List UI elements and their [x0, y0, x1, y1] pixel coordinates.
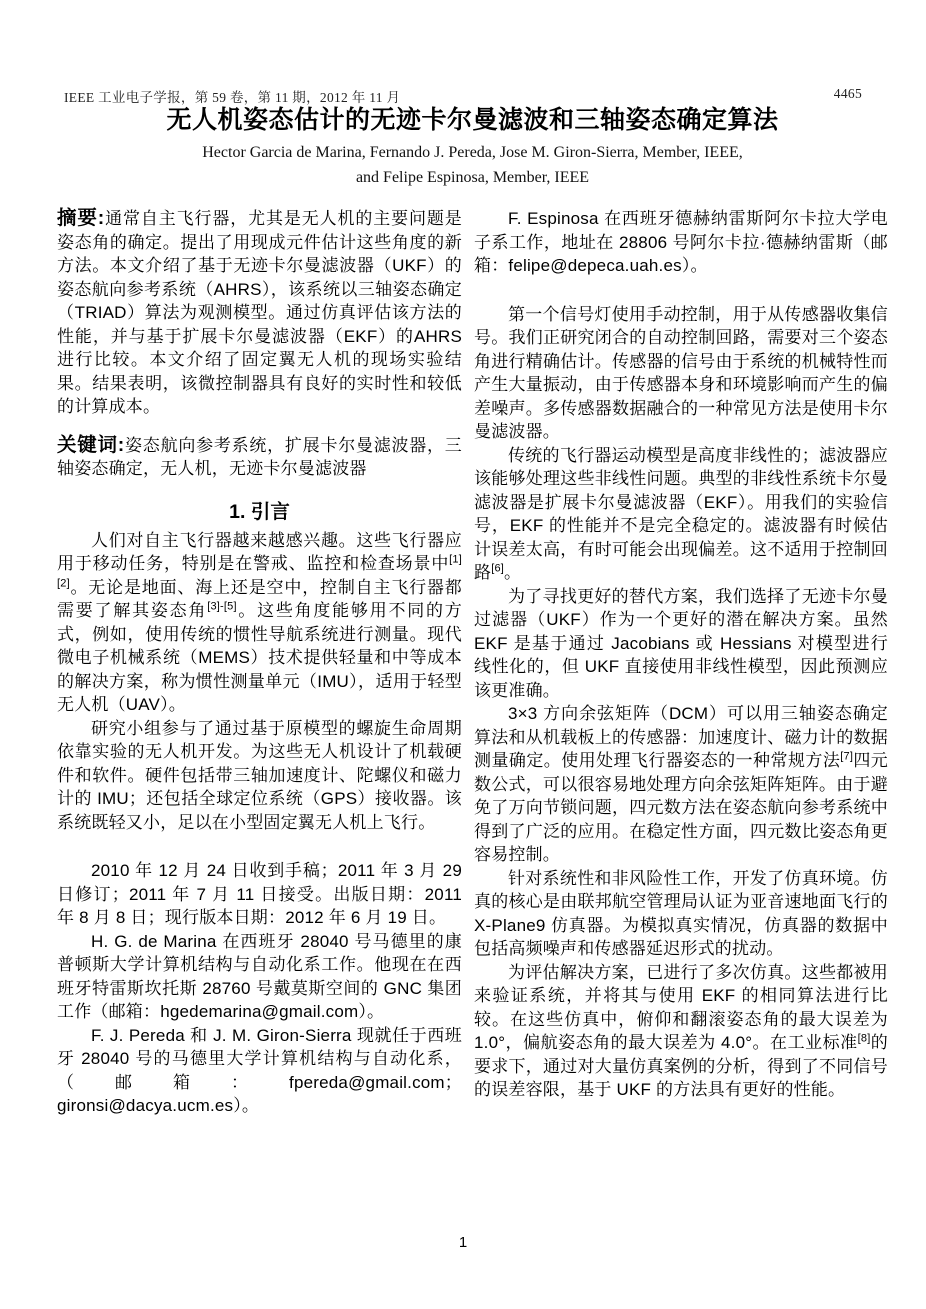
- body-paragraph-dcm: [474, 702, 888, 867]
- text-run: 的要求下，通过对大量仿真案例的分析，得到了不同信号的误差容限，基于 UKF 的方法具有更好的性能。: [474, 1033, 889, 1099]
- citation-ref: [7]: [840, 750, 854, 763]
- running-head: [64, 86, 862, 106]
- citation-ref: [3]-[5]: [207, 600, 237, 613]
- text-run: 第一个信号灯使用手动控制，用于从传感器收集信号。我们正研究闭合的自动控制回路，需要对三个姿态角进行精确估计。传感器的信号由于系统的机械特性而产生大量振动，由于传感器本身和环境影响而产生的偏差噪声。多传感器数据融合的一种常见方法是使用卡尔曼滤波器。: [474, 304, 888, 441]
- citation-ref: [8]: [857, 1032, 871, 1045]
- keywords-paragraph: [57, 434, 462, 481]
- text-run: 为评估解决方案，已进行了多次仿真。这些都被用来验证系统，并将其与使用 EKF 的相同算法进行比较。在这些仿真中，俯仰和翻滚姿态角的最大误差为 1.0°，偏航姿态角的最大误差为 4.0°。在工业标准: [474, 962, 888, 1052]
- text-run: 研究小组参与了通过基于原模型的螺旋生命周期依靠实验的无人机开发。为这些无人机设计了机载硬件和软件。硬件包括带三轴加速度计、陀螺仪和磁力计的 IMU；还包括全球定位系统（GPS）接收器。该系统既轻又小，足以在小型固定翼无人机上飞行。: [57, 718, 462, 832]
- body-paragraph-ekf: [474, 444, 888, 585]
- text-run: 3×3 方向余弦矩阵（DCM）可以用三轴姿态确定算法和从机载板上的传感器：加速度计、磁力计的数据测量确定。使用处理飞行器姿态的一种常规方法: [474, 704, 888, 770]
- section-1-heading: 1. 引言: [229, 500, 290, 523]
- text-run: 传统的飞行器运动模型是高度非线性的；滤波器应该能够处理这些非线性问题。典型的非线性系统卡尔曼滤波器是扩展卡尔曼滤波器（EKF）。用我们的实验信号，EKF 的性能并不是完全稳定的。滤波器有时候估计误差太高，有时可能会出现偏差。这不适用于控制回路: [474, 445, 888, 582]
- text-run: 四元数公式，可以很容易地处理方向余弦矩阵矩阵。由于避免了万向节锁问题，四元数方法在姿态航向参考系统中得到了广泛的应用。在稳定性方面，四元数比姿态角更容易控制。: [474, 751, 888, 864]
- run-in-label: 摘要:: [57, 207, 105, 229]
- text-run: 人们对自主飞行器越来越感兴趣。这些飞行器应用于移动任务，特别是在警戒、监控和检查场景中: [57, 530, 462, 573]
- right-column: [474, 207, 888, 1118]
- citation-ref: [1][2]: [57, 553, 462, 589]
- intro-paragraph-2: [57, 717, 462, 835]
- manuscript-history-paragraph: [57, 859, 462, 930]
- text-run: 2010 年 12 月 24 日收到手稿；2011 年 3 月 29 日修订；2011 年 7 月 11 日接受。出版日期：2011 年 8 月 8 日；现行版本日期：2012 年 6 月 19 日。: [57, 861, 462, 927]
- affiliation-paragraph-pereda: [57, 1024, 462, 1118]
- text-run: H. G. de Marina 在西班牙 28040 号马德里的康普顿斯大学计算机结构与自动化系工作。他现在在西班牙特雷斯坎托斯 28760 号戴莫斯空间的 GNC 集团工作（邮箱：hgedemarina@gmail.com）。: [57, 931, 462, 1021]
- two-column-body: [57, 207, 888, 1118]
- affiliation-paragraph-demarina: [57, 930, 462, 1024]
- text-run: F. Espinosa 在西班牙德赫纳雷斯阿尔卡拉大学电子系工作，地址在 28806 号阿尔卡拉·德赫纳雷斯（邮箱：felipe@depeca.uah.es）。: [474, 209, 888, 275]
- citation-ref: [6]: [491, 562, 505, 575]
- intro-paragraph-1: [57, 529, 462, 717]
- authors-line-1: Hector Garcia de Marina, Fernando J. Pereda, Jose M. Giron-Sierra, Member, IEEE,: [202, 144, 743, 161]
- text-run: F. J. Pereda 和 J. M. Giron-Sierra 现就任于西班牙 28040 号的马德里大学计算机结构与自动化系，（邮箱：fpereda@gmail.com；gironsi@dacya.ucm.es）。: [57, 1025, 462, 1115]
- abstract-paragraph: [57, 207, 462, 419]
- text-run: 针对系统性和非风险性工作，开发了仿真环境。仿真的核心是由联邦航空管理局认证为亚音速地面飞行的 X-Plane9 仿真器。为模拟真实情况，仿真器的数据中包括高频噪声和传感器延迟形式的扰动。: [474, 868, 888, 958]
- paper-content: [57, 104, 888, 1118]
- text-run: 通常自主飞行器，尤其是无人机的主要问题是姿态角的确定。提出了用现成元件估计这些角度的新方法。本文介绍了基于无迹卡尔曼滤波器（UKF）的姿态航向参考系统（AHRS），该系统以三轴姿态确定（TRIAD）算法为观测模型。通过仿真评估该方法的性能，并与基于扩展卡尔曼滤波器（EKF）的AHRS进行比较。本文介绍了固定翼无人机的现场实验结果。结果表明，该微控制器具有良好的实时性和较低的计算成本。: [57, 209, 463, 416]
- text-run: 。这些角度能够用不同的方式，例如，使用传统的惯性导航系统进行测量。现代微电子机械系统（MEMS）技术提供轻量和中等成本的解决方案，称为惯性测量单元（IMU），适用于轻型无人机（UAV）。: [57, 601, 462, 714]
- text-run: 为了寻找更好的替代方案，我们选择了无迹卡尔曼过滤器（UKF）作为一个更好的潜在解决方案。虽然 EKF 是基于通过 Jacobians 或 Hessians 对模型进行线性化的，但 UKF 直接使用非线性模型，因此预测应该更准确。: [474, 586, 888, 700]
- journal-page-number: 4465: [833, 86, 862, 101]
- paper-title: 无人机姿态估计的无迹卡尔曼滤波和三轴姿态确定算法: [166, 106, 779, 134]
- text-run: 姿态航向参考系统，扩展卡尔曼滤波器，三轴姿态确定，无人机，无迹卡尔曼滤波器: [57, 435, 462, 478]
- run-in-label: 关键词:: [57, 433, 125, 456]
- left-column: [57, 207, 462, 1118]
- body-paragraph-simulation: [474, 867, 888, 961]
- body-paragraph-evaluation: [474, 961, 888, 1102]
- footer-page-number: 1: [458, 1234, 468, 1251]
- affiliation-paragraph-espinosa: [474, 207, 888, 278]
- body-paragraph-sensors: [474, 303, 888, 444]
- text-run: 。无论是地面、海上还是空中，控制自主飞行器都需要了解其姿态角: [57, 577, 462, 620]
- journal-info: IEEE 工业电子学报，第 59 卷，第 11 期，2012 年 11 月: [64, 90, 401, 105]
- text-run: 。: [504, 563, 522, 582]
- authors-line-2: and Felipe Espinosa, Member, IEEE: [355, 169, 590, 186]
- body-paragraph-ukf: [474, 585, 888, 703]
